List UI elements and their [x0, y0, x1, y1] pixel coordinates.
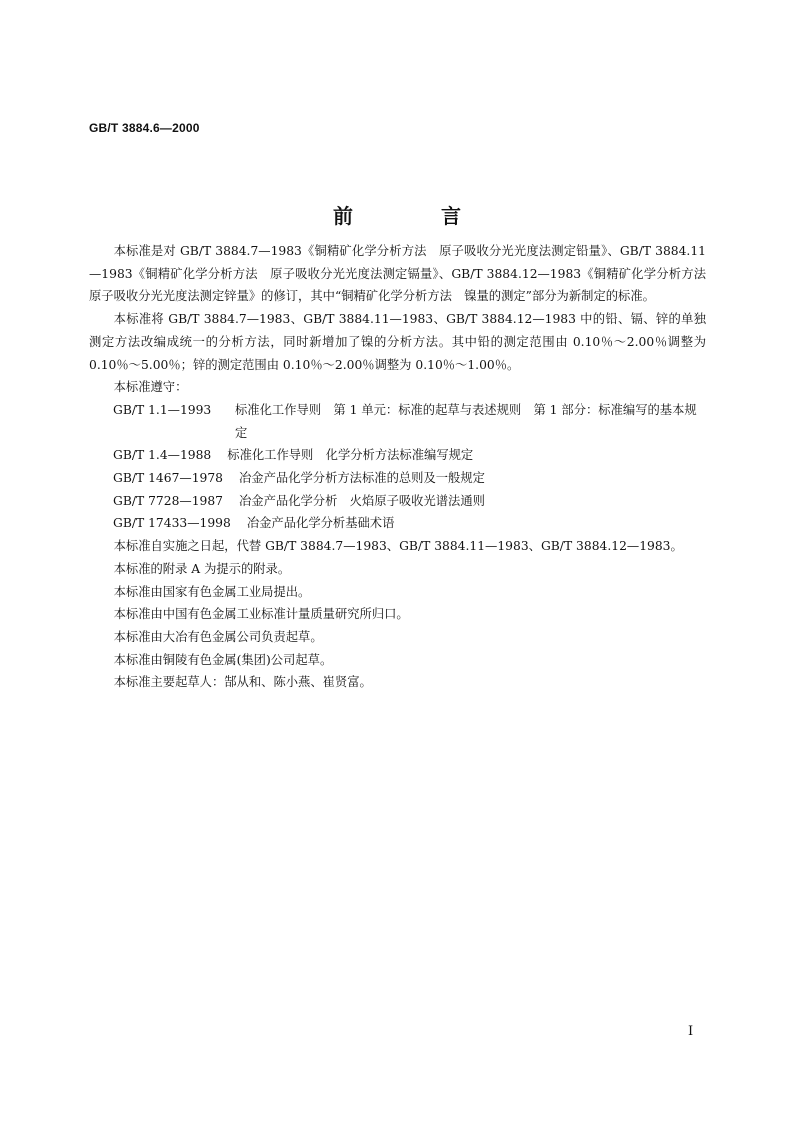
page-title: 前 言: [333, 204, 495, 228]
foreword-body: [89, 240, 719, 694]
reference-item: [89, 512, 706, 535]
reference-code: GB/T 7728—1987: [113, 493, 223, 508]
reference-item: [89, 467, 706, 490]
paragraph-managed-by: 本标准由中国有色金属工业标准计量质量研究所归口。: [113, 607, 409, 622]
reference-title: 冶金产品化学分析方法标准的总则及一般规定: [239, 471, 485, 486]
page-number: I: [688, 1024, 694, 1039]
standard-code-header: GB/T 3884.6—2000: [89, 121, 200, 135]
reference-item: [89, 399, 706, 444]
reference-title: 标准化工作导则 化学分析方法标准编写规定: [227, 448, 474, 463]
reference-code: GB/T 1467—1978: [113, 471, 223, 486]
reference-code: GB/T 17433—1998: [113, 516, 231, 531]
reference-item: [89, 490, 706, 513]
paragraph-revision: 本标准是对 GB/T 3884.7—1983《铜精矿化学分析方法 原子吸收分光光度法测定铅量》、GB/T 3884.11—1983《铜精矿化学分析方法 原子吸收分光光度法测定镉量》、GB/T 3884.12—1983《铜精矿化学分析方法 原子吸收分光光度法测定锌量》的修订，其中“铜精矿化学分析方法 镍量的测定”部分为新制定的标准。: [89, 244, 719, 304]
paragraph-main-drafters: 本标准主要起草人：郜从和、陈小燕、崔贤富。: [113, 675, 372, 690]
paragraph-compliance-intro: 本标准遵守：: [113, 380, 188, 395]
reference-code: GB/T 1.4—1988: [113, 448, 212, 463]
reference-title: 标准化工作导则 第 1 单元：标准的起草与表述规则 第 1 部分：标准编写的基本规定: [235, 402, 697, 440]
paragraph-replaces: 本标准自实施之日起，代替 GB/T 3884.7—1983、GB/T 3884.11—1983、GB/T 3884.12—1983。: [113, 539, 683, 554]
paragraph-drafted-by: 本标准由铜陵有色金属(集团)公司起草。: [113, 652, 333, 667]
paragraph-annex: 本标准的附录 A 为提示的附录。: [113, 561, 291, 576]
reference-item: [89, 444, 706, 467]
paragraph-unification: 本标准将 GB/T 3884.7—1983、GB/T 3884.11—1983、GB/T 3884.12—1983 中的铅、镉、锌的单独测定方法改编成统一的分析方法，同时新增加了镍的分析方法。其中铅的测定范围由 0.10％～2.00％调整为 0.10％～5.00％；锌的测定范围由 0.10％～2.00％调整为 0.10％～1.00％。: [89, 312, 706, 372]
reference-title: 冶金产品化学分析基础术语: [246, 516, 395, 531]
paragraph-responsible-drafter: 本标准由大冶有色金属公司负责起草。: [113, 629, 323, 644]
reference-title: 冶金产品化学分析 火焰原子吸收光谱法通则: [239, 493, 485, 508]
reference-code: GB/T 1.1—1993: [113, 402, 212, 417]
paragraph-proposed-by: 本标准由国家有色金属工业局提出。: [113, 584, 311, 599]
